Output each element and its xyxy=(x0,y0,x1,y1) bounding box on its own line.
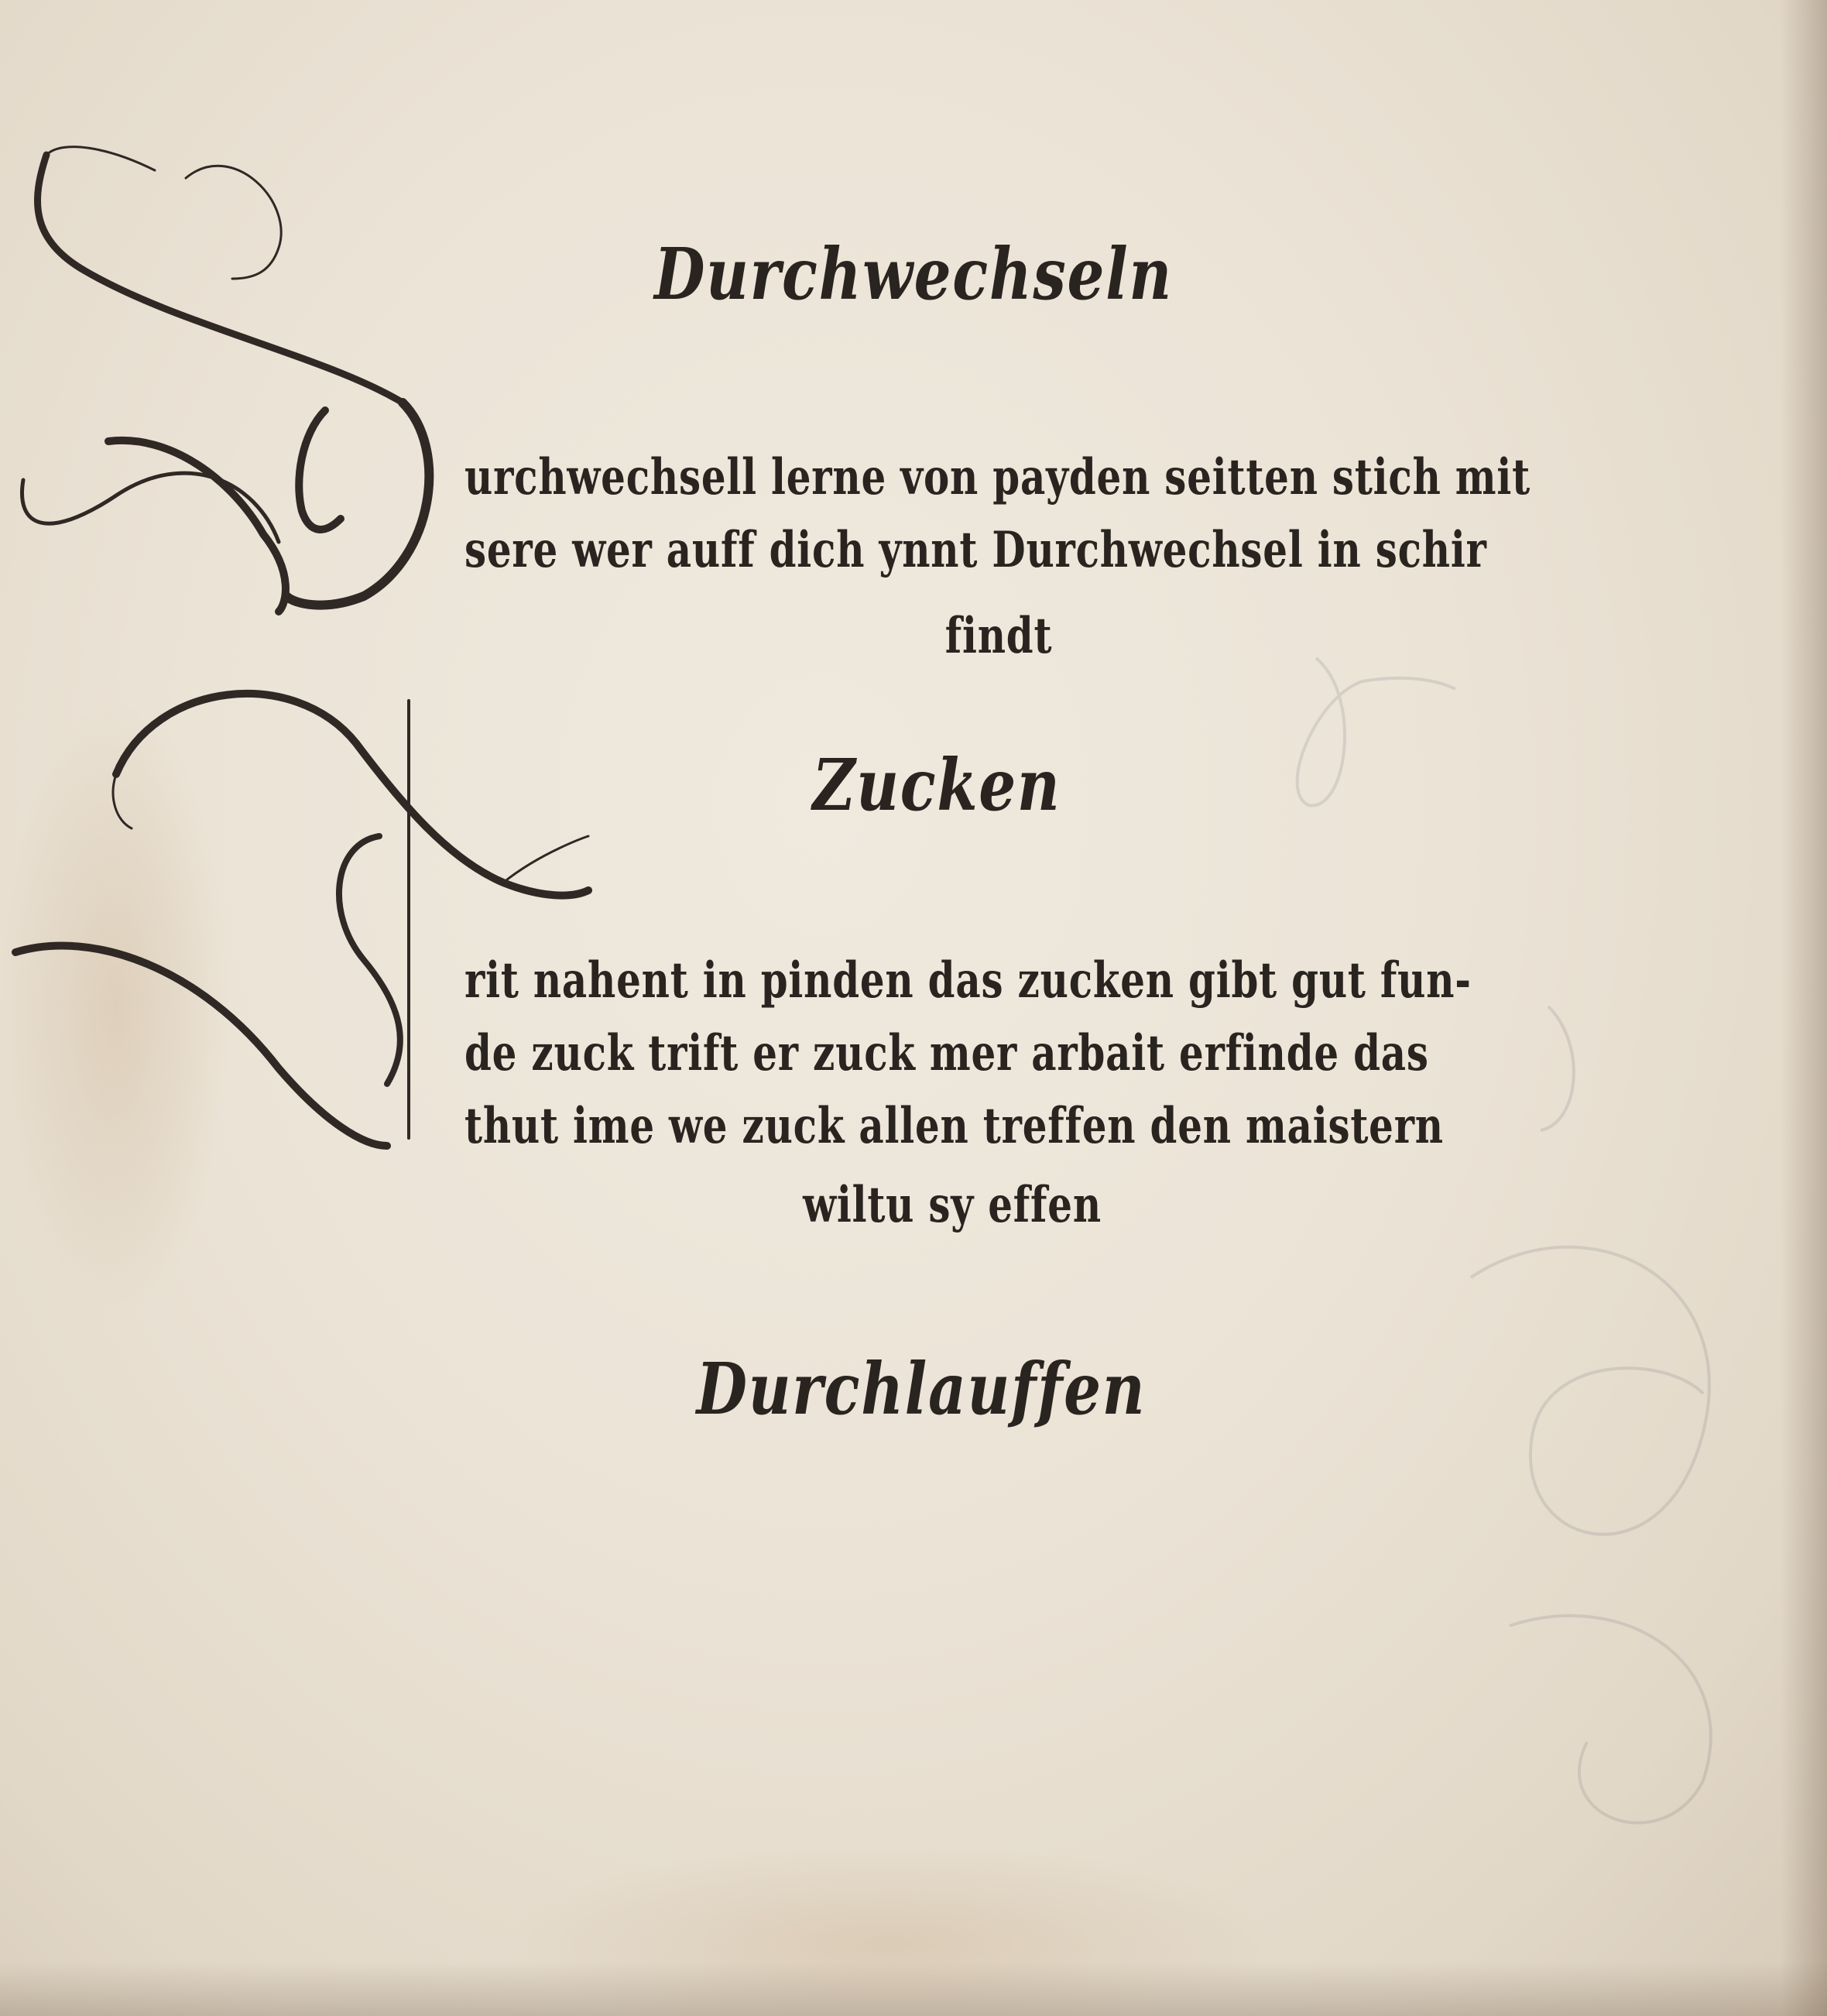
text-line: wiltu sy effen xyxy=(803,1176,1102,1234)
text-line: de zuck trift er zuck mer arbait erfinde das xyxy=(464,1024,1429,1082)
section-2-text xyxy=(464,945,1510,1163)
section-heading: Durchlauffen xyxy=(696,1347,1147,1431)
section-2 xyxy=(735,743,1138,827)
section-1-text-end xyxy=(836,600,1161,673)
text-line: urchwechsell lerne von payden seitten stich mit xyxy=(464,448,1530,506)
stain xyxy=(0,697,232,1316)
section-heading: Durchwechseln xyxy=(654,232,1173,316)
section-3 xyxy=(619,1347,1223,1431)
text-line: findt xyxy=(944,607,1053,665)
page-edge xyxy=(1781,0,1827,2016)
text-line: thut ime we zuck allen treffen den maistern xyxy=(464,1097,1444,1155)
section-1-text xyxy=(464,441,1530,587)
section-heading: Zucken xyxy=(812,743,1061,827)
text-line: rit nahent in pinden das zucken gibt gut fun- xyxy=(464,951,1472,1010)
section-2-text-end xyxy=(712,1169,1192,1242)
page-edge xyxy=(0,1962,1827,2016)
text-line: sere wer auff dich ynnt Durchwechsel in schir xyxy=(464,521,1487,579)
section-1 xyxy=(526,232,1301,316)
